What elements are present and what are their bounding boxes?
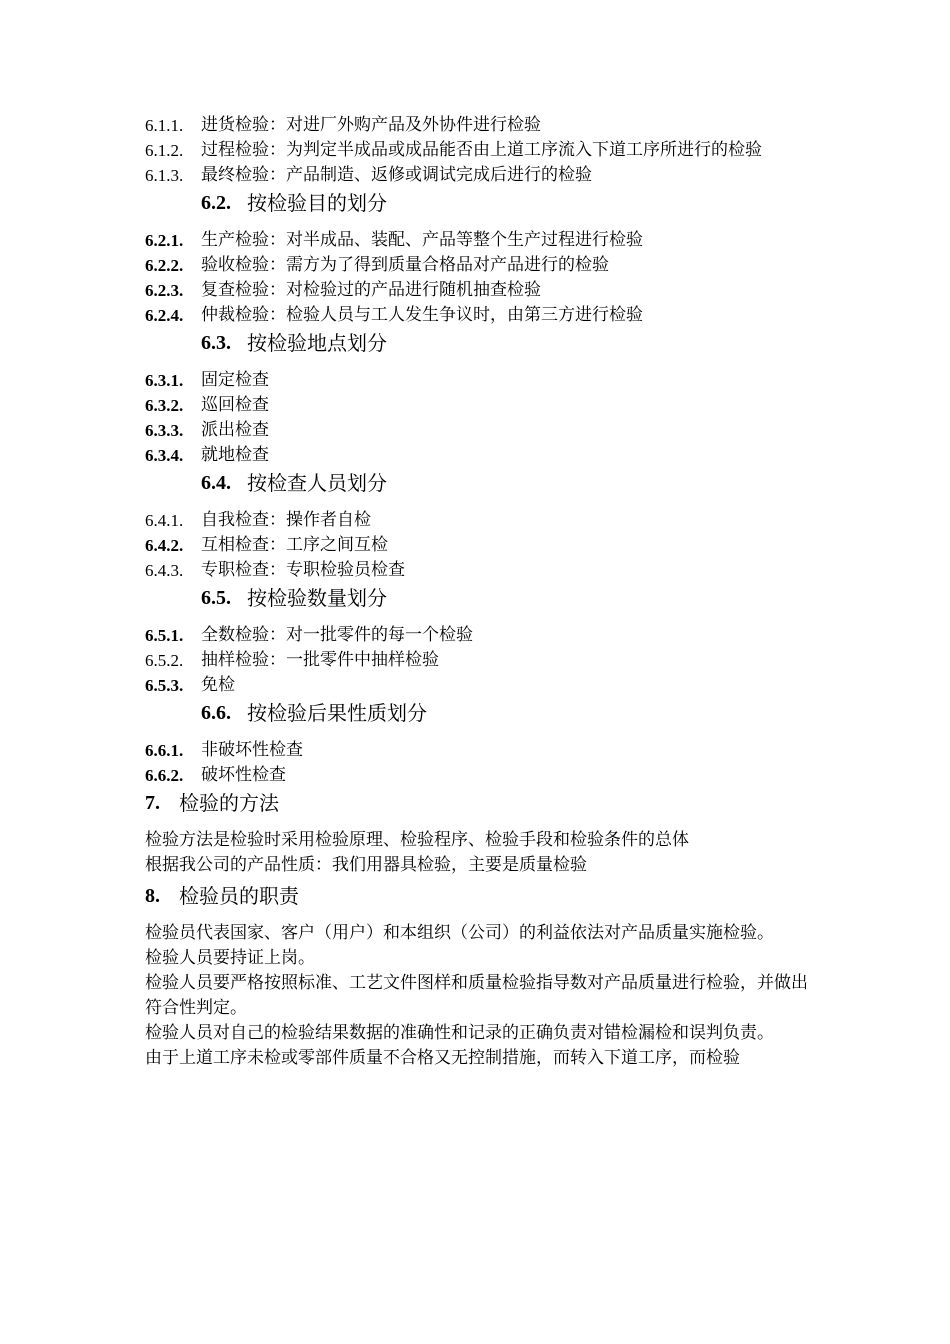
list-item-6-2-4 (145, 303, 810, 328)
list-item-6-3-1 (145, 368, 810, 393)
item-text: 进货检验：对进厂外购产品及外协件进行检验 (201, 115, 541, 135)
item-text: 验收检验：需方为了得到质量合格品对产品进行的检验 (201, 255, 609, 275)
section-heading-6-2 (201, 191, 810, 216)
list-item-6-2-2 (145, 253, 810, 278)
list-item-6-1-1 (145, 113, 810, 138)
heading-number: 6.6. (201, 702, 231, 724)
heading-title: 按检查人员划分 (247, 471, 387, 495)
paragraph: 检验人员要持证上岗。 (145, 948, 315, 968)
list-item-6-2-3 (145, 278, 810, 303)
item-number: 6.2.2. (145, 256, 184, 275)
list-item-6-5-1 (145, 623, 810, 648)
item-number: 6.6.1. (145, 741, 184, 760)
item-number: 6.3.4. (145, 446, 184, 465)
document-content (145, 113, 810, 1071)
list-item-6-3-2 (145, 393, 810, 418)
item-number: 6.2.1. (145, 231, 184, 250)
heading-title: 按检验后果性质划分 (247, 701, 427, 725)
item-text: 复查检验：对检验过的产品进行随机抽查检验 (201, 280, 541, 300)
item-number: 6.3.2. (145, 396, 184, 415)
item-number: 6.2.3. (145, 281, 184, 300)
list-item-6-4-3 (145, 558, 810, 583)
item-number: 6.3.3. (145, 421, 184, 440)
heading-number: 7. (145, 792, 160, 814)
heading-number: 6.4. (201, 472, 231, 494)
heading-number: 6.2. (201, 192, 231, 214)
list-item-6-6-1 (145, 738, 810, 763)
heading-title: 按检验地点划分 (247, 331, 387, 355)
list-item-6-2-1 (145, 228, 810, 253)
item-text: 自我检查：操作者自检 (201, 510, 371, 530)
item-number: 6.4.1. (145, 511, 184, 530)
item-number: 6.2.4. (145, 306, 184, 325)
section-heading-6-5 (201, 586, 810, 611)
list-item-6-5-3 (145, 673, 810, 698)
item-text: 过程检验：为判定半成品或成品能否由上道工序流入下道工序所进行的检验 (201, 140, 762, 160)
item-number: 6.6.2. (145, 766, 184, 785)
paragraph: 检验人员对自己的检验结果数据的准确性和记录的正确负责对错检漏检和误判负责。 (145, 1023, 774, 1043)
section-heading-6-6 (201, 701, 810, 726)
heading-title: 按检验目的划分 (247, 191, 387, 215)
paragraph: 检验员代表国家、客户（用户）和本组织（公司）的利益依法对产品质量实施检验。 (145, 923, 774, 943)
paragraph: 根据我公司的产品性质：我们用器具检验，主要是质量检验 (145, 855, 587, 875)
item-text: 互相检查：工序之间互检 (201, 535, 388, 555)
heading-title: 检验员的职责 (179, 884, 299, 908)
heading-number: 6.5. (201, 587, 231, 609)
list-item-6-5-2 (145, 648, 810, 673)
item-text: 抽样检验：一批零件中抽样检验 (201, 650, 439, 670)
item-text: 专职检查：专职检验员检查 (201, 560, 405, 580)
item-number: 6.1.1. (145, 116, 184, 135)
item-number: 6.5.3. (145, 676, 184, 695)
section-heading-6-4 (201, 471, 810, 496)
item-number: 6.4.2. (145, 536, 184, 555)
list-item-6-1-3 (145, 163, 810, 188)
item-number: 6.3.1. (145, 371, 184, 390)
item-text: 派出检查 (201, 420, 269, 440)
list-item-6-4-2 (145, 533, 810, 558)
item-text: 巡回检查 (201, 395, 269, 415)
paragraph: 检验方法是检验时采用检验原理、检验程序、检验手段和检验条件的总体 (145, 830, 689, 850)
section-heading-6-3 (201, 331, 810, 356)
item-number: 6.5.1. (145, 626, 184, 645)
item-text: 就地检查 (201, 445, 269, 465)
heading-title: 检验的方法 (179, 791, 279, 815)
heading-number: 8. (145, 885, 160, 907)
section-heading-7 (145, 791, 810, 816)
item-text: 全数检验：对一批零件的每一个检验 (201, 625, 473, 645)
list-item-6-1-2 (145, 138, 810, 163)
item-number: 6.1.2. (145, 141, 184, 160)
list-item-6-6-2 (145, 763, 810, 788)
item-text: 最终检验：产品制造、返修或调试完成后进行的检验 (201, 165, 592, 185)
item-number: 6.5.2. (145, 651, 184, 670)
item-text: 免检 (201, 675, 235, 695)
item-text: 生产检验：对半成品、装配、产品等整个生产过程进行检验 (201, 230, 643, 250)
item-text: 非破坏性检查 (201, 740, 303, 760)
list-item-6-3-3 (145, 418, 810, 443)
paragraph: 由于上道工序未检或零部件质量不合格又无控制措施，而转入下道工序，而检验 (145, 1048, 740, 1068)
item-text: 破坏性检查 (201, 765, 286, 785)
item-text: 固定检查 (201, 370, 269, 390)
paragraph: 检验人员要严格按照标准、工艺文件图样和质量检验指导数对产品质量进行检验，并做出符合性判定。 (145, 973, 808, 1018)
item-number: 6.1.3. (145, 166, 184, 185)
item-text: 仲裁检验：检验人员与工人发生争议时，由第三方进行检验 (201, 305, 643, 325)
list-item-6-4-1 (145, 508, 810, 533)
section-heading-8 (145, 884, 810, 909)
list-item-6-3-4 (145, 443, 810, 468)
heading-title: 按检验数量划分 (247, 586, 387, 610)
item-number: 6.4.3. (145, 561, 184, 580)
heading-number: 6.3. (201, 332, 231, 354)
